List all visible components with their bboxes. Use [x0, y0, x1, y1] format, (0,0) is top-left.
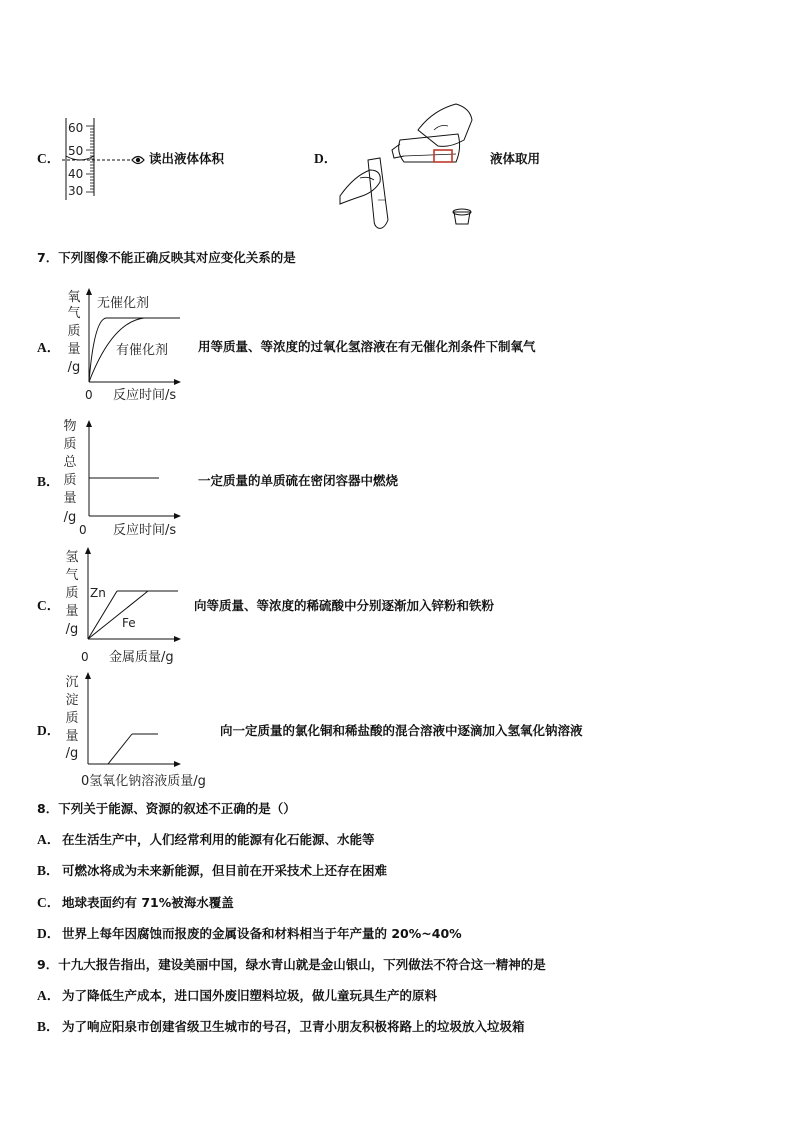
q7-a-ylabel-0: 氧: [67, 290, 81, 305]
q7-c-ylabel-1: 气: [65, 568, 79, 583]
q7-c-origin: 0: [81, 650, 89, 664]
q7-b-ylabel-3: 质: [63, 473, 77, 488]
q6-d-caption: 液体取用: [490, 151, 541, 166]
q7-a-curve-label-1: 有催化剂: [116, 343, 169, 358]
q7-a-ylabel-4: /g: [67, 360, 81, 375]
q7-a-xlabel: 反应时间/s: [113, 388, 177, 403]
q8-c-letter: C．: [37, 895, 61, 910]
q9-b-text: 为了响应阳泉市创建省级卫生城市的号召，卫青小朋友积极将路上的垃圾放入垃圾箱: [62, 1019, 525, 1034]
q7-d-letter: D．: [37, 723, 61, 738]
q7-d-ylabel-0: 沉: [65, 675, 79, 690]
q7-c-ylabel-0: 氢: [65, 550, 79, 565]
q7-d-ylabel-1: 淀: [65, 693, 79, 708]
q7-c-ylabel-2: 质: [65, 586, 79, 601]
q7-c-ylabel-3: 量: [65, 604, 79, 619]
q7-b-ylabel-5: /g: [63, 510, 77, 525]
q8-d-letter: D．: [37, 926, 61, 941]
q9-a-letter: A．: [37, 988, 61, 1003]
q6-d-letter: D．: [314, 151, 338, 166]
q7-c-text: 向等质量、等浓度的稀硫酸中分别逐渐加入锌粉和铁粉: [194, 598, 495, 613]
q7-c-xlabel: 金属质量/g: [109, 650, 174, 665]
scale-label-40: 40: [68, 167, 84, 181]
scale-label-30: 30: [68, 184, 84, 198]
q8-a-text: 在生活生产中，人们经常利用的能源有化石能源、水能等: [62, 832, 375, 847]
q7-b-ylabel-1: 质: [63, 437, 77, 452]
q7-a-ylabel-1: 气: [67, 306, 81, 321]
q7-a-ylabel-3: 量: [67, 342, 81, 357]
q7-b-ylabel-2: 总: [63, 455, 77, 470]
q7-a-origin: 0: [85, 388, 93, 402]
q7-a-curve-label-0: 无催化剂: [97, 296, 150, 311]
scale-label-60: 60: [68, 121, 84, 135]
q8-a-letter: A．: [37, 832, 61, 847]
q7-d-xlabel: 0氢氧化钠溶液质量/g: [81, 774, 206, 789]
q9-b-letter: B．: [37, 1019, 60, 1034]
q9-a-text: 为了降低生产成本，进口国外废旧塑料垃圾，做儿童玩具生产的原料: [62, 988, 438, 1003]
q7-d-ylabel-2: 质: [65, 711, 79, 726]
q7-a-letter: A．: [37, 340, 61, 355]
q7-b-letter: B．: [37, 474, 60, 489]
q7-b-ylabel-4: 量: [63, 491, 77, 506]
q8-c-text: 地球表面约有 71%被海水覆盖: [62, 895, 234, 910]
q6-c-caption: 读出液体体积: [149, 151, 225, 166]
q7-c-curve-label-zn: Zn: [90, 586, 106, 600]
q7-d-ylabel-4: /g: [65, 746, 79, 761]
q7-d-ylabel-3: 量: [65, 729, 79, 744]
q7-a-ylabel-2: 质: [67, 324, 81, 339]
q8-stem: 8．下列关于能源、资源的叙述不正确的是（）: [37, 801, 296, 816]
q8-b-text: 可燃冰将成为未来新能源，但目前在开采技术上还存在困难: [62, 863, 388, 878]
q6-c-letter: C．: [37, 151, 61, 166]
q7-b-text: 一定质量的单质硫在密闭容器中燃烧: [198, 473, 399, 488]
q7-c-curve-label-fe: Fe: [122, 616, 136, 630]
q7-b-graph: [80, 418, 190, 524]
q7-c-letter: C．: [37, 598, 61, 613]
q7-stem: 7．下列图像不能正确反映其对应变化关系的是: [37, 250, 296, 265]
q8-d-text: 世界上每年因腐蚀而报废的金属设备和材料相当于年产量的 20%~40%: [62, 926, 462, 941]
q9-stem: 9．十九大报告指出，建设美丽中国，绿水青山就是金山银山，下列做法不符合这一精神的是: [37, 957, 546, 972]
q7-c-ylabel-4: /g: [65, 622, 79, 637]
q7-b-xlabel: 反应时间/s: [113, 523, 177, 538]
scale-label-50: 50: [68, 144, 84, 158]
eye-icon: [130, 153, 146, 167]
q7-b-origin: 0: [79, 523, 87, 537]
q7-a-text: 用等质量、等浓度的过氧化氢溶液在有无催化剂条件下制氧气: [198, 339, 536, 354]
q8-b-letter: B．: [37, 863, 60, 878]
q7-b-ylabel-0: 物: [63, 419, 77, 434]
pouring-liquid-figure: [338, 100, 478, 235]
q7-d-text: 向一定质量的氯化铜和稀盐酸的混合溶液中逐滴加入氢氧化钠溶液: [220, 723, 583, 738]
q7-d-graph: [80, 670, 190, 770]
